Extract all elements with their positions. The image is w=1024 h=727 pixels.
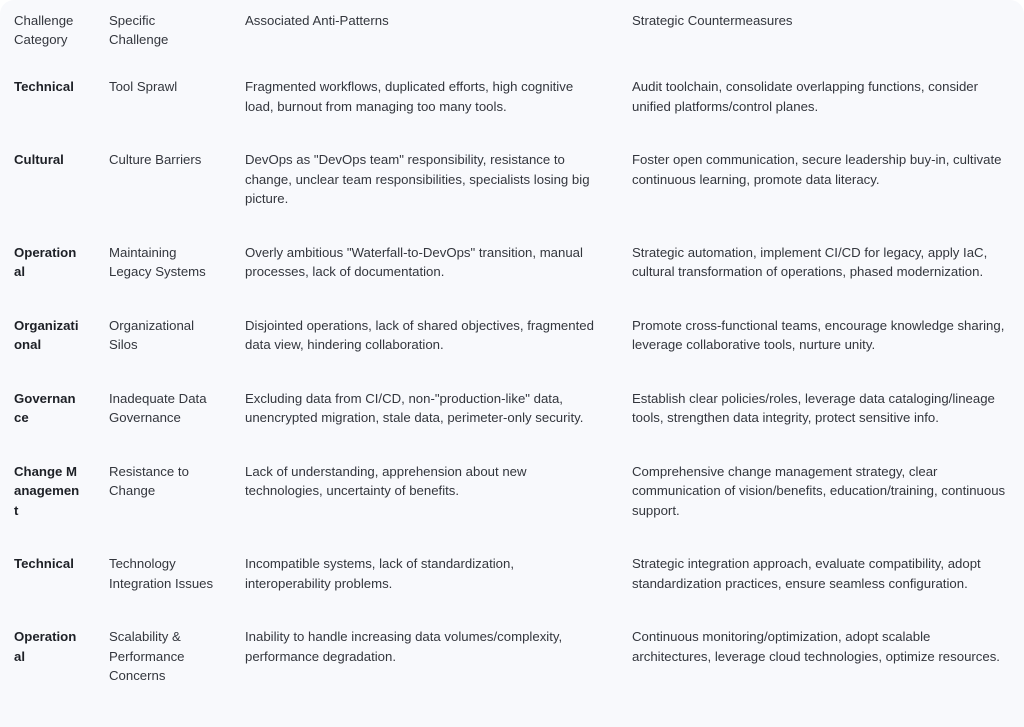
cell-countermeasures: Foster open communication, secure leadership buy-in, cultivate continuous learning, promote data literacy.	[632, 152, 1002, 187]
cell-countermeasures: Continuous monitoring/optimization, adopt scalable architectures, leverage cloud technologies, optimize resources.	[632, 629, 1000, 664]
cell-countermeasures: Strategic automation, implement CI/CD for legacy, apply IaC, cultural transformation of operations, phased modernization.	[632, 244, 988, 279]
cell-anti-patterns: Disjointed operations, lack of shared objectives, fragmented data view, hindering collaboration.	[245, 317, 594, 352]
cell-countermeasures: Promote cross-functional teams, encourage knowledge sharing, leverage collaborative tools, nurture unity.	[632, 317, 1005, 352]
cell-challenge-category: Technical	[14, 556, 74, 571]
cell-countermeasures: Audit toolchain, consolidate overlapping functions, consider unified platforms/control planes.	[632, 79, 979, 114]
column-header-challenge-category: Challenge Category	[14, 13, 74, 47]
cell-specific-challenge: Inadequate Data Governance	[109, 390, 207, 425]
table-header	[0, 0, 1024, 60]
column-header-strategic-countermeasures: Strategic Countermeasures	[632, 13, 793, 28]
table-row	[0, 226, 1024, 299]
table-header-row	[0, 0, 1024, 60]
cell-challenge-category: Technical	[14, 79, 74, 94]
table-row	[0, 445, 1024, 538]
cell-challenge-category: Change Management	[14, 463, 80, 518]
cell-specific-challenge: Technology Integration Issues	[109, 556, 214, 591]
cell-anti-patterns: Inability to handle increasing data volumes/complexity, performance degradation.	[245, 629, 563, 664]
cell-specific-challenge: Organizational Silos	[109, 317, 195, 352]
cell-anti-patterns: Lack of understanding, apprehension about new technologies, uncertainty of benefits.	[245, 463, 527, 498]
cell-specific-challenge: Tool Sprawl	[109, 79, 178, 94]
cell-anti-patterns: Incompatible systems, lack of standardization, interoperability problems.	[245, 556, 515, 591]
cell-anti-patterns: Excluding data from CI/CD, non-"production-like" data, unencrypted migration, stale data, perimeter-only security.	[245, 390, 584, 425]
cell-countermeasures: Strategic integration approach, evaluate compatibility, adopt standardization practices, ensure seamless configuration.	[632, 556, 981, 591]
cell-specific-challenge: Maintaining Legacy Systems	[109, 244, 206, 279]
table-row	[0, 133, 1024, 226]
table-row	[0, 60, 1024, 133]
cell-countermeasures: Establish clear policies/roles, leverage data cataloging/lineage tools, strengthen data integrity, protect sensitive info.	[632, 390, 995, 425]
cell-anti-patterns: Overly ambitious "Waterfall-to-DevOps" transition, manual processes, lack of documentation.	[245, 244, 583, 279]
cell-challenge-category: Operational	[14, 244, 77, 279]
cell-specific-challenge: Resistance to Change	[109, 463, 189, 498]
table-row	[0, 537, 1024, 610]
table-row	[0, 372, 1024, 445]
cell-specific-challenge: Culture Barriers	[109, 152, 202, 167]
cell-countermeasures: Comprehensive change management strategy, clear communication of vision/benefits, education/training, continuous support.	[632, 463, 1006, 518]
cell-challenge-category: Operational	[14, 629, 77, 664]
cell-anti-patterns: Fragmented workflows, duplicated efforts, high cognitive load, burnout from managing too many tools.	[245, 79, 574, 114]
cell-challenge-category: Organizational	[14, 317, 79, 352]
cell-anti-patterns: DevOps as "DevOps team" responsibility, resistance to change, unclear team responsibilities, specialists losing big picture.	[245, 152, 590, 206]
table-row	[0, 299, 1024, 372]
cell-specific-challenge: Scalability & Performance Concerns	[109, 629, 185, 683]
cell-challenge-category: Governance	[14, 390, 76, 425]
column-header-associated-anti-patterns: Associated Anti-Patterns	[245, 13, 389, 28]
cell-challenge-category: Cultural	[14, 152, 64, 167]
column-header-specific-challenge: Specific Challenge	[109, 13, 169, 47]
table-row	[0, 610, 1024, 703]
table-body	[0, 60, 1024, 703]
